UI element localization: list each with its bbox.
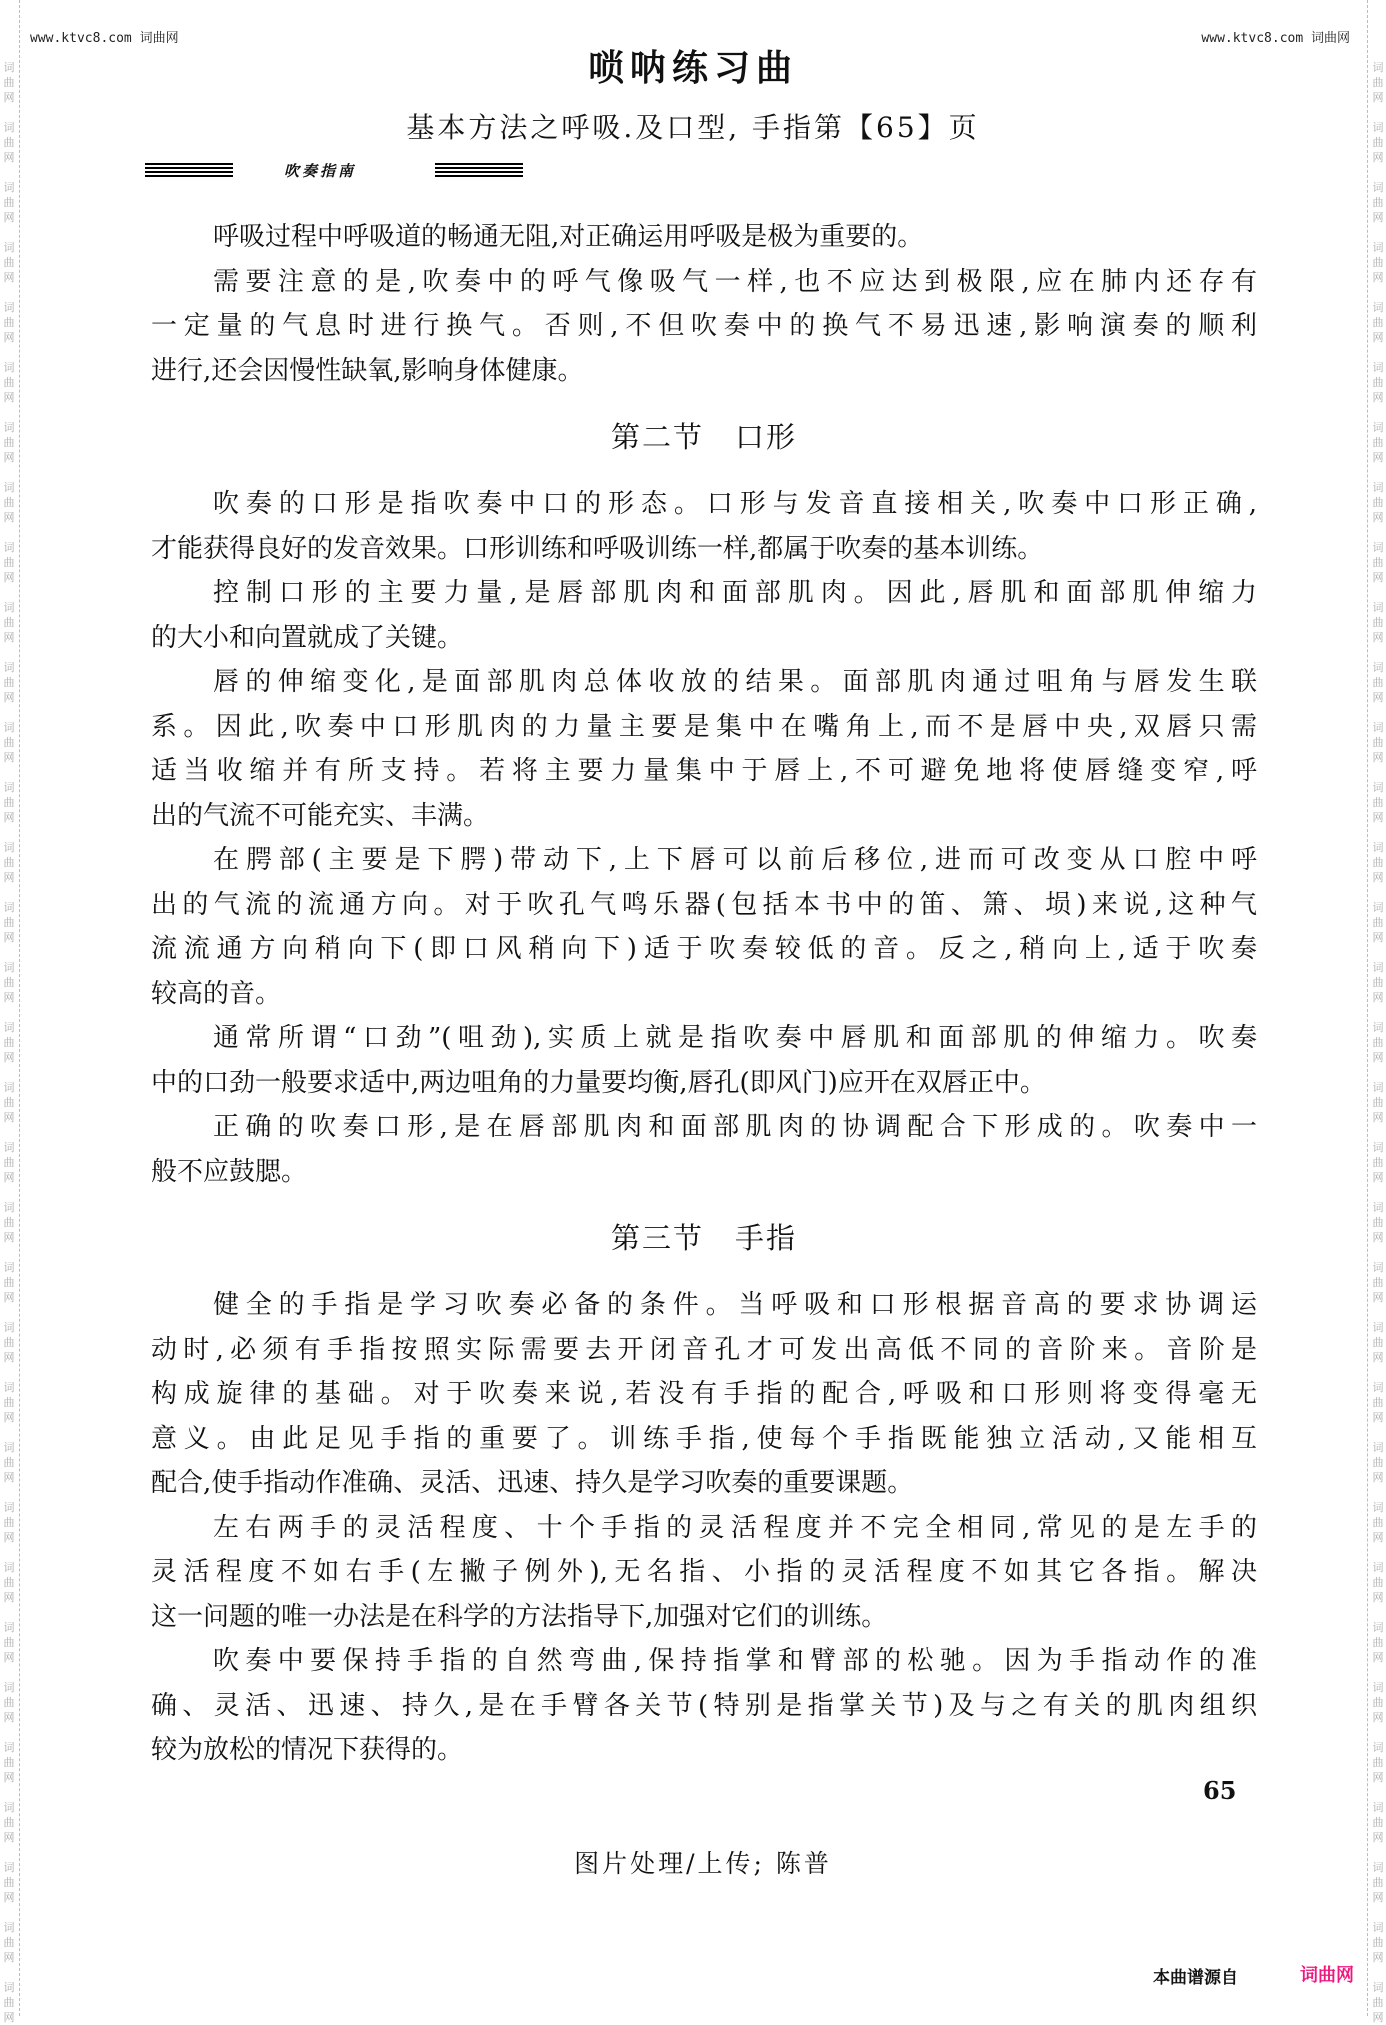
paragraph-line: 适当收缩并有所支持。若将主要力量集中于唇上,不可避免地将使唇缝变窄,呼	[151, 756, 1257, 786]
watermark-text: 词曲网	[1372, 661, 1384, 704]
section-heading: 第三节 手指	[610, 1221, 797, 1255]
watermark-text: 词曲网	[1372, 1261, 1384, 1304]
paragraph-line: 意义。由此足见手指的重要了。训练手指,使每个手指既能独立活动,又能相互	[151, 1423, 1257, 1454]
paragraph-line: 在腭部(主要是下腭)带动下,上下唇可以前后移位,进而可改变从口腔中呼	[213, 845, 1257, 875]
upload-credit: 图片处理/上传; 陈普	[574, 1849, 832, 1878]
watermark-text: 词曲网	[1372, 961, 1384, 1004]
watermark-text: 词曲网	[3, 1141, 15, 1184]
watermark-text: 词曲网	[1372, 781, 1384, 824]
watermark-text: 词曲网	[1372, 181, 1384, 224]
watermark-text: 词曲网	[1372, 1441, 1384, 1484]
watermark-text: 词曲网	[3, 1861, 15, 1904]
watermark-text: 词曲网	[3, 421, 15, 464]
paragraph-line: 较为放松的情况下获得的。	[151, 1735, 464, 1765]
paragraph-line: 般不应鼓腮。	[151, 1156, 308, 1187]
watermark-text: 词曲网	[3, 181, 15, 224]
watermark-text: 词曲网	[3, 1741, 15, 1784]
watermark-text: 词曲网	[3, 961, 15, 1004]
paragraph-line: 吹奏中要保持手指的自然弯曲,保持指掌和臂部的松驰。因为手指动作的准	[213, 1646, 1257, 1676]
watermark-text: 词曲网	[1372, 481, 1384, 524]
watermark-text: 词曲网	[1372, 1981, 1384, 2024]
paragraph-line: 呼吸过程中呼吸道的畅通无阻,对正确运用呼吸是极为重要的。	[213, 222, 924, 252]
page-subtitle: 基本方法之呼吸.及口型, 手指第【65】页	[406, 111, 980, 144]
watermark-text: 词曲网	[3, 1501, 15, 1544]
paragraph-line: 出的气流不可能充实、丰满。	[151, 800, 490, 831]
paragraph-line: 进行,还会因慢性缺氧,影响身体健康。	[151, 355, 584, 386]
paragraph-line: 正确的吹奏口形,是在唇部肌肉和面部肌肉的协调配合下形成的。吹奏中一	[213, 1112, 1257, 1142]
paragraph-line: 控制口形的主要力量,是唇部肌肉和面部肌肉。因此,唇肌和面部肌伸缩力	[213, 578, 1257, 608]
watermark-text: 词曲网	[3, 601, 15, 644]
paragraph-line: 配合,使手指动作准确、灵活、迅速、持久是学习吹奏的重要课题。	[151, 1468, 914, 1498]
watermark-text: 词曲网	[1372, 541, 1384, 584]
header-site-right: www.ktvc8.com 词曲网	[1201, 31, 1350, 46]
page-title: 唢呐练习曲	[587, 47, 798, 89]
watermark-text: 词曲网	[3, 1621, 15, 1664]
watermark-text: 词曲网	[1372, 1501, 1384, 1544]
watermark-text: 词曲网	[3, 1201, 15, 1244]
section-label: 吹奏指南	[284, 162, 357, 180]
paragraph-line: 流流通方向稍向下(即口风稍向下)适于吹奏较低的音。反之,稍向上,适于吹奏	[151, 934, 1257, 964]
paragraph-line: 通常所谓“口劲”(咀劲),实质上就是指吹奏中唇肌和面部肌的伸缩力。吹奏	[213, 1023, 1257, 1053]
watermark-text: 词曲网	[1372, 601, 1384, 644]
paragraph-line: 确、灵活、迅速、持久,是在手臂各关节(特别是指掌关节)及与之有关的肌肉组织	[151, 1690, 1257, 1721]
footer-source-label: 本曲谱源自	[1153, 1968, 1238, 1988]
watermark-text: 词曲网	[3, 1801, 15, 1844]
watermark-text: 词曲网	[1372, 301, 1384, 344]
paragraph-line: 一定量的气息时进行换气。否则,不但吹奏中的换气不易迅速,影响演奏的顺利	[151, 311, 1257, 341]
watermark-text: 词曲网	[3, 901, 15, 944]
watermark-text: 词曲网	[3, 1681, 15, 1724]
watermark-text: 词曲网	[3, 1081, 15, 1124]
watermark-text: 词曲网	[1372, 1621, 1384, 1664]
watermark-text: 词曲网	[3, 1561, 15, 1604]
watermark-text: 词曲网	[1372, 841, 1384, 884]
watermark-text: 词曲网	[1372, 61, 1384, 104]
watermark-text: 词曲网	[3, 1441, 15, 1484]
watermark-text: 词曲网	[3, 541, 15, 584]
watermark-text: 词曲网	[1372, 721, 1384, 764]
page-number: 65	[1203, 1776, 1237, 1805]
right-margin-line	[1367, 0, 1368, 2016]
watermark-text: 词曲网	[1372, 1381, 1384, 1424]
watermark-text: 词曲网	[1372, 901, 1384, 944]
watermark-text: 词曲网	[1372, 421, 1384, 464]
watermark-text: 词曲网	[1372, 1921, 1384, 1964]
watermark-text: 词曲网	[3, 61, 15, 104]
paragraph-line: 系。因此,吹奏中口形肌肉的力量主要是集中在嘴角上,而不是唇中央,双唇只需	[151, 711, 1257, 742]
left-margin-line	[19, 0, 20, 2016]
watermark-text: 词曲网	[3, 1981, 15, 2024]
watermark-text: 词曲网	[1372, 241, 1384, 284]
watermark-text: 词曲网	[3, 781, 15, 824]
watermark-text: 词曲网	[1372, 1741, 1384, 1784]
paragraph-line: 健全的手指是学习吹奏必备的条件。当呼吸和口形根据音高的要求协调运	[213, 1290, 1257, 1320]
decorative-rule-left	[145, 163, 233, 177]
paragraph-line: 才能获得良好的发音效果。口形训练和呼吸训练一样,都属于吹奏的基本训练。	[151, 533, 1044, 564]
watermark-text: 词曲网	[1372, 1561, 1384, 1604]
watermark-text: 词曲网	[3, 841, 15, 884]
watermark-text: 词曲网	[1372, 1861, 1384, 1904]
paragraph-line: 动时,必须有手指按照实际需要去开闭音孔才可发出高低不同的音阶来。音阶是	[151, 1334, 1257, 1365]
watermark-text: 词曲网	[1372, 1021, 1384, 1064]
paragraph-line: 较高的音。	[151, 978, 282, 1009]
watermark-text: 词曲网	[3, 481, 15, 524]
paragraph-line: 中的口劲一般要求适中,两边咀角的力量要均衡,唇孔(即风门)应开在双唇正中。	[151, 1067, 1046, 1098]
watermark-text: 词曲网	[3, 1381, 15, 1424]
watermark-text: 词曲网	[3, 361, 15, 404]
watermark-text: 词曲网	[1372, 121, 1384, 164]
watermark-text: 词曲网	[3, 241, 15, 284]
section-heading: 第二节 口形	[610, 420, 797, 454]
watermark-text: 词曲网	[3, 121, 15, 164]
paragraph-line: 构成旋律的基础。对于吹奏来说,若没有手指的配合,呼吸和口形则将变得毫无	[151, 1379, 1257, 1409]
watermark-text: 词曲网	[3, 721, 15, 764]
paragraph-line: 吹奏的口形是指吹奏中口的形态。口形与发音直接相关,吹奏中口形正确,	[213, 489, 1257, 519]
header-site-left: www.ktvc8.com 词曲网	[30, 31, 179, 46]
watermark-text: 词曲网	[1372, 1321, 1384, 1364]
watermark-text: 词曲网	[3, 1321, 15, 1364]
watermark-text: 词曲网	[3, 1261, 15, 1304]
paragraph-line: 唇的伸缩变化,是面部肌肉总体收放的结果。面部肌肉通过咀角与唇发生联	[213, 667, 1257, 697]
watermark-text: 词曲网	[3, 1021, 15, 1064]
watermark-text: 词曲网	[1372, 361, 1384, 404]
paragraph-line: 出的气流的流通方向。对于吹孔气鸣乐器(包括本书中的笛、箫、埙)来说,这种气	[151, 889, 1257, 920]
paragraph-line: 左右两手的灵活程度、十个手指的灵活程度并不完全相同,常见的是左手的	[213, 1512, 1257, 1543]
decorative-rule-right	[435, 163, 523, 177]
watermark-text: 词曲网	[1372, 1081, 1384, 1124]
article-body	[151, 215, 1257, 1773]
watermark-text: 词曲网	[3, 301, 15, 344]
watermark-text: 词曲网	[1372, 1681, 1384, 1724]
watermark-text: 词曲网	[3, 661, 15, 704]
paragraph-line: 需要注意的是,吹奏中的呼气像吸气一样,也不应达到极限,应在肺内还存有	[213, 266, 1257, 297]
paragraph-line: 灵活程度不如右手(左撇子例外),无名指、小指的灵活程度不如其它各指。解决	[151, 1557, 1257, 1587]
watermark-text: 词曲网	[1372, 1201, 1384, 1244]
watermark-text: 词曲网	[1372, 1801, 1384, 1844]
paragraph-line: 这一问题的唯一办法是在科学的方法指导下,加强对它们的训练。	[151, 1601, 888, 1632]
watermark-text: 词曲网	[1372, 1141, 1384, 1184]
watermark-text: 词曲网	[3, 1921, 15, 1964]
footer-brand[interactable]: 词曲网	[1300, 1965, 1354, 1986]
paragraph-line: 的大小和向置就成了关键。	[151, 622, 464, 653]
